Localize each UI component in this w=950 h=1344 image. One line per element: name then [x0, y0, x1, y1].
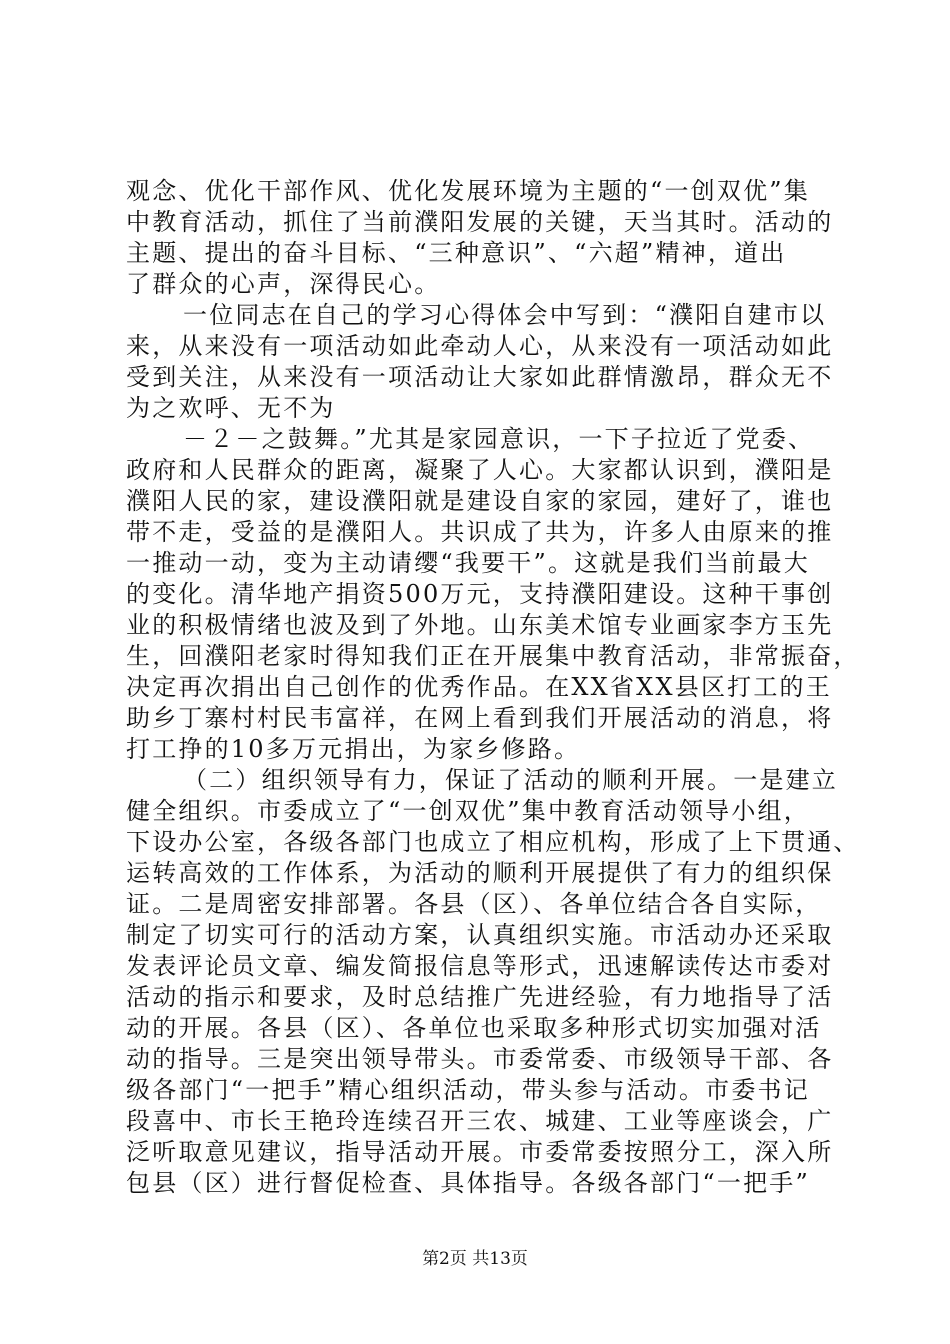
text-line: 政府和人民群众的距离，凝聚了人心。大家都认识到，濮阳是: [126, 456, 834, 484]
text-line: 中教育活动，抓住了当前濮阳发展的关键，天当其时。活动的: [126, 208, 834, 236]
text-line: 活动的指示和要求，及时总结推广先进经验，有力地指导了活: [126, 983, 834, 1011]
text-line: 打工挣的10多万元捐出，为家乡修路。: [126, 735, 581, 763]
text-line: 来，从来没有一项活动如此牵动人心，从来没有一项活动如此: [126, 332, 834, 360]
text-line: 带不走，受益的是濮阳人。共识成了共为，许多人由原来的推: [126, 518, 834, 546]
text-line: 动的指导。三是突出领导带头。市委常委、市级领导干部、各: [126, 1045, 834, 1073]
text-line: 濮阳人民的家，建设濮阳就是建设自家的家园，建好了，谁也: [126, 487, 834, 515]
text-line: 主题、提出的奋斗目标、“三种意识”、“六超”精神，道出: [126, 239, 787, 267]
text-line: 发表评论员文章、编发简报信息等形式，迅速解读传达市委对: [126, 952, 834, 980]
text-line: 助乡丁寨村村民韦富祥，在网上看到我们开展活动的消息，将: [126, 704, 834, 732]
text-line: 观念、优化干部作风、优化发展环境为主题的“一创双优”集: [126, 177, 810, 205]
text-line: 生，回濮阳老家时得知我们正在开展集中教育活动，非常振奋，: [126, 642, 860, 670]
text-line: 制定了切实可行的活动方案，认真组织实施。市活动办还采取: [126, 921, 834, 949]
text-line: 一推动一动，变为主动请缨“我要干”。这就是我们当前最大: [126, 549, 810, 577]
text-line: 的变化。清华地产捐资500万元，支持濮阳建设。这种干事创: [126, 580, 834, 608]
text-line: 健全组织。市委成立了“一创双优”集中教育活动领导小组，: [126, 797, 810, 825]
text-line: 级各部门“一把手”精心组织活动，带头参与活动。市委书记: [126, 1076, 810, 1104]
text-line: 业的积极情绪也波及到了外地。山东美术馆专业画家李方玉先: [126, 611, 834, 639]
text-line: 运转高效的工作体系，为活动的顺利开展提供了有力的组织保: [126, 859, 834, 887]
page-number-footer: 第2页 共13页: [422, 1249, 528, 1269]
paragraph-start-line: －２－之鼓舞。”尤其是家园意识，一下子拉近了党委、: [183, 425, 815, 453]
text-line: 了群众的心声，深得民心。: [126, 270, 441, 298]
document-body: [126, 176, 860, 1199]
text-line: 下设办公室，各级各部门也成立了相应机构，形成了上下贯通、: [126, 828, 860, 856]
text-line: 包县（区）进行督促检查、具体指导。各级各部门“一把手”: [126, 1169, 810, 1197]
text-line: 受到关注，从来没有一项活动让大家如此群情激昂，群众无不: [126, 363, 834, 391]
text-line: 决定再次捐出自己创作的优秀作品。在XX省XX县区打工的王: [126, 673, 832, 701]
text-line: 动的开展。各县（区）、各单位也采取多种形式切实加强对活: [126, 1014, 822, 1042]
text-line: 为之欢呼、无不为: [126, 394, 336, 422]
text-line: 段喜中、市长王艳玲连续召开三农、城建、工业等座谈会，广: [126, 1107, 834, 1135]
text-line: 泛听取意见建议，指导活动开展。市委常委按照分工，深入所: [126, 1138, 834, 1166]
paragraph-start-line: （二）组织领导有力，保证了活动的顺利开展。一是建立: [183, 766, 838, 794]
text-line: 证。二是周密安排部署。各县（区）、各单位结合各自实际，: [126, 890, 822, 918]
paragraph-start-line: 一位同志在自己的学习心得体会中写到：“濮阳自建市以: [183, 301, 827, 329]
